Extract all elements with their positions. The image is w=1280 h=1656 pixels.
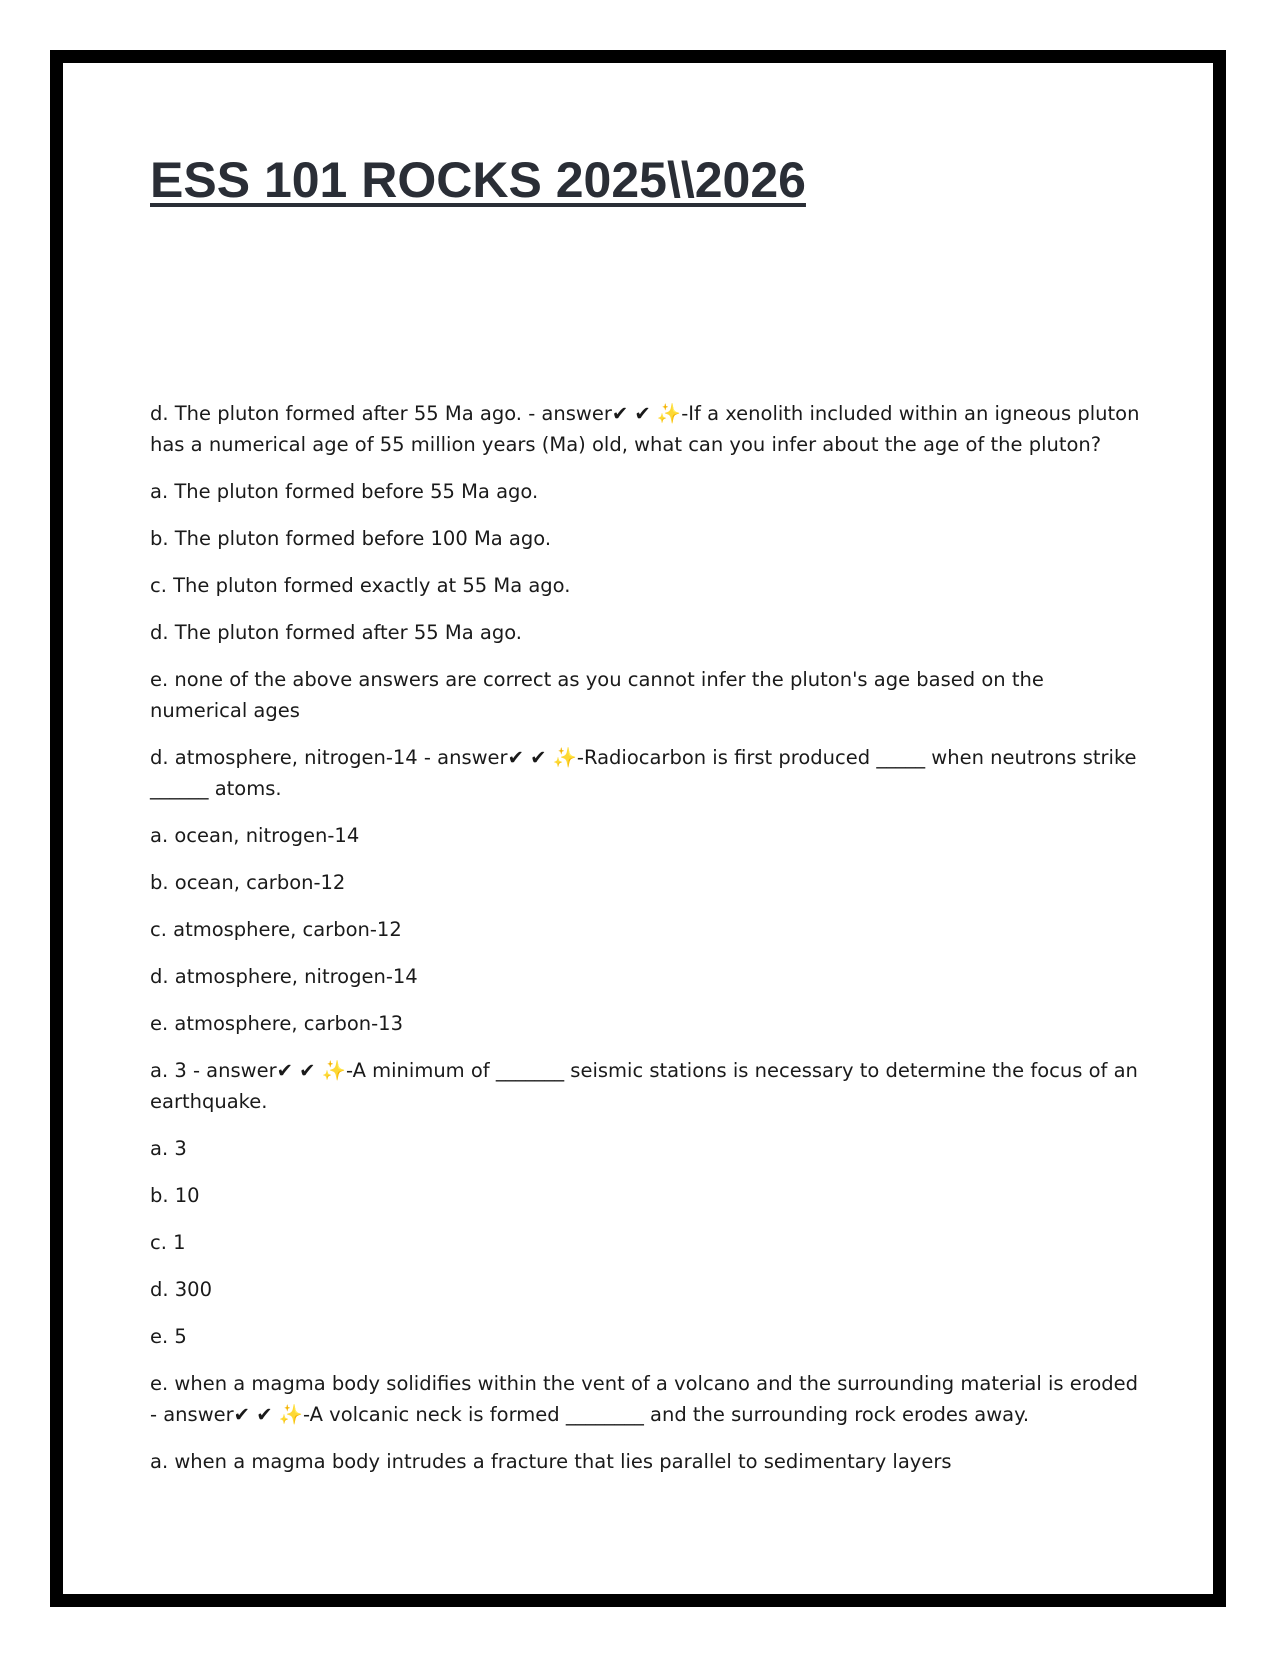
option-item: d. The pluton formed after 55 Ma ago.	[150, 621, 522, 644]
option-item: a. ocean, nitrogen-14	[150, 824, 360, 847]
question-text: -If a xenolith included within an igneous pluton has a numerical age of 55 million years (Ma) old, what can you infer about the age of the pluton?	[150, 402, 1140, 456]
option-item: c. The pluton formed exactly at 55 Ma ago.	[150, 574, 571, 597]
option-item: c. atmosphere, carbon-12	[150, 918, 402, 941]
answer-lead: e. when a magma body solidifies within the vent of a volcano and the surrounding material is eroded - answer	[150, 1372, 1139, 1426]
question-paragraph	[150, 1055, 1140, 1117]
option-item: e. 5	[150, 1325, 187, 1348]
answer-lead: d. atmosphere, nitrogen-14 - answer	[150, 746, 508, 769]
option-item: b. ocean, carbon-12	[150, 871, 346, 894]
option-item: b. The pluton formed before 100 Ma ago.	[150, 527, 552, 550]
question-paragraph	[150, 1368, 1140, 1430]
option-item: c. 1	[150, 1231, 186, 1254]
document-title: ESS 101 ROCKS 2025\\2026	[150, 152, 806, 208]
option-item: b. 10	[150, 1184, 200, 1207]
question-paragraph	[150, 742, 1140, 804]
option-item: a. 3	[150, 1137, 187, 1160]
option-item: e. none of the above answers are correct as you cannot infer the pluton's age based on the numerical ages	[150, 668, 1044, 722]
answer-marks-icon: ✔ ✔ ✨	[507, 746, 577, 769]
option-item: e. atmosphere, carbon-13	[150, 1012, 403, 1035]
question-paragraph	[150, 398, 1140, 460]
answer-lead: d. The pluton formed after 55 Ma ago. - answer	[150, 402, 612, 425]
option-item: a. The pluton formed before 55 Ma ago.	[150, 480, 539, 503]
answer-lead: a. 3 - answer	[150, 1059, 277, 1082]
option-item: a. when a magma body intrudes a fracture that lies parallel to sedimentary layers	[150, 1450, 952, 1473]
option-item: d. atmosphere, nitrogen-14	[150, 965, 418, 988]
answer-marks-icon: ✔ ✔ ✨	[611, 402, 682, 425]
answer-marks-icon: ✔ ✔ ✨	[276, 1059, 346, 1082]
document-body	[150, 398, 1140, 1493]
question-text: -A minimum of _______ seismic stations is necessary to determine the focus of an earthquake.	[150, 1059, 1138, 1113]
option-item: d. 300	[150, 1278, 212, 1301]
answer-marks-icon: ✔ ✔ ✨	[233, 1403, 304, 1426]
question-text: -Radiocarbon is first produced _____ when neutrons strike ______ atoms.	[150, 746, 1137, 800]
question-text: -A volcanic neck is formed ________ and the surrounding rock erodes away.	[303, 1403, 1030, 1426]
